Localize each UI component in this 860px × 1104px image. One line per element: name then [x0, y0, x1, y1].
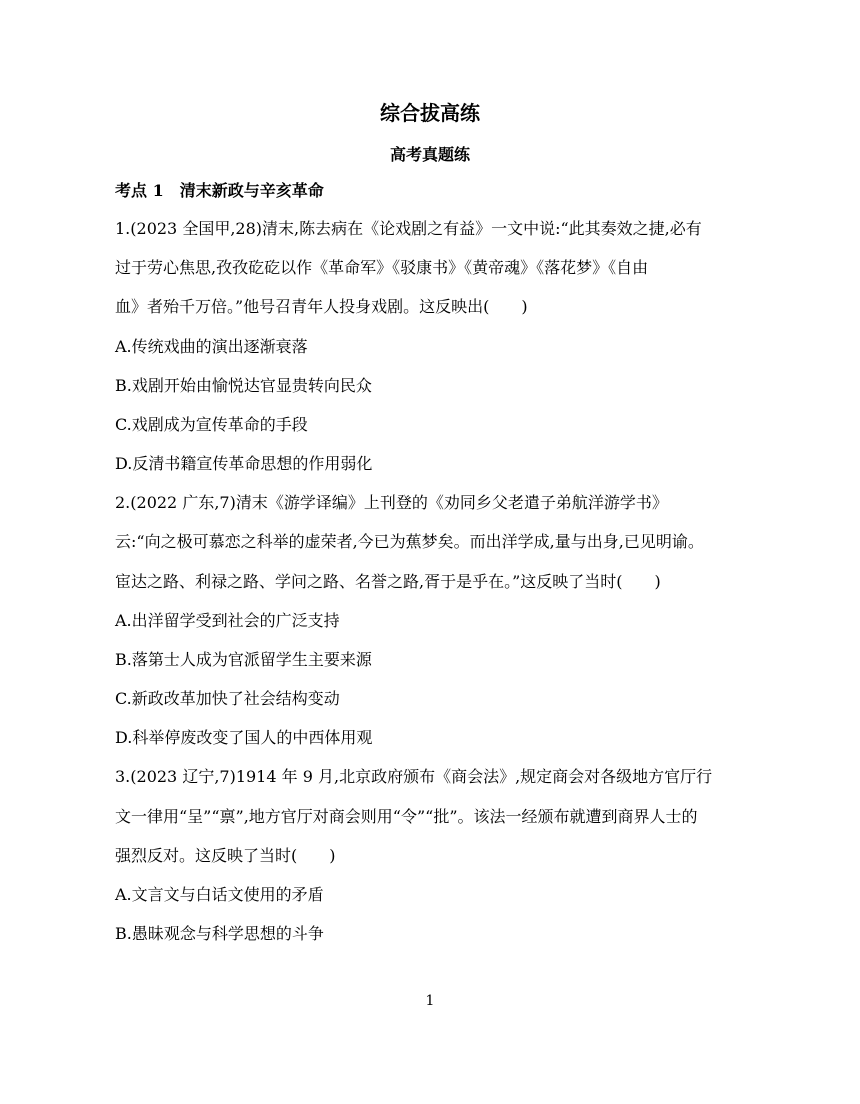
question-1-line-3: 血》者殆千万倍。”他号召青年人投身戏剧。这反映出( ): [115, 297, 528, 316]
question-3-line-1: 3.(2023 辽宁,7)1914 年 9 月,北京政府颁布《商会法》,规定商会对各级地方官厅行: [115, 767, 713, 786]
question-2-line-1: 2.(2022 广东,7)清末《游学译编》上刊登的《劝同乡父老遣子弟航洋游学书》: [115, 493, 668, 512]
question-3-line-3: 强烈反对。这反映了当时( ): [115, 846, 336, 865]
question-2-option-d: D.科举停废改变了国人的中西体用观: [115, 728, 373, 747]
page-number: 1: [425, 993, 435, 1009]
question-2-line-2: 云:“向之极可慕恋之科举的虚荣者,今已为蕉梦矣。而出洋学成,量与出身,已见明谕。: [115, 532, 704, 551]
question-1-option-b: B.戏剧开始由愉悦达官显贵转向民众: [115, 376, 372, 395]
question-1-option-c: C.戏剧成为宣传革命的手段: [115, 415, 308, 434]
section-heading: 考点 1 清末新政与辛亥革命: [115, 181, 324, 200]
question-2-option-c: C.新政改革加快了社会结构变动: [115, 689, 340, 708]
question-1-option-d: D.反清书籍宣传革命思想的作用弱化: [115, 454, 373, 473]
question-2-line-3: 宦达之路、利禄之路、学问之路、名誉之路,胥于是乎在。”这反映了当时( ): [115, 572, 661, 591]
question-1-line-1: 1.(2023 全国甲,28)清末,陈去病在《论戏剧之有益》一文中说:“此其奏效之捷,必有: [115, 219, 702, 238]
question-2-option-b: B.落第士人成为官派留学生主要来源: [115, 650, 372, 669]
question-3-option-b: B.愚昧观念与科学思想的斗争: [115, 924, 324, 943]
question-3-line-2: 文一律用“呈”“禀”,地方官厅对商会则用“令”“批”。该法一经颁布就遭到商界人士的: [115, 807, 698, 826]
page-subtitle: 高考真题练: [389, 145, 470, 164]
question-2-option-a: A.出洋留学受到社会的广泛支持: [115, 611, 340, 630]
question-1-option-a: A.传统戏曲的演出逐渐衰落: [115, 337, 308, 356]
question-3-option-a: A.文言文与白话文使用的矛盾: [115, 885, 324, 904]
question-1-line-2: 过于劳心焦思,孜孜矻矻以作《革命军》《驳康书》《黄帝魂》《落花梦》《自由: [115, 258, 649, 277]
page-title: 综合拔高练: [380, 101, 480, 125]
